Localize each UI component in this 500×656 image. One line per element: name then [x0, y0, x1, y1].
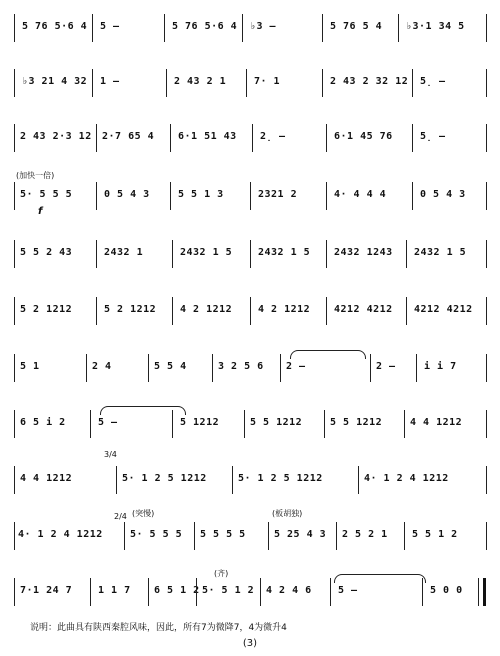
barline	[96, 124, 97, 152]
barline	[326, 297, 327, 325]
score-line	[0, 408, 500, 448]
barline	[90, 578, 91, 606]
barline	[96, 182, 97, 210]
barline	[96, 297, 97, 325]
measure: 5· 5 5 5	[20, 189, 73, 200]
measure: 5 76 5·6 4	[172, 21, 238, 32]
score-line	[0, 180, 500, 220]
measure: 5 5 2 43	[20, 247, 73, 258]
measure: 5 76 5 4	[330, 21, 383, 32]
measure: 5· 5 5 5	[130, 529, 183, 540]
measure: 6·1 45 76	[334, 131, 393, 142]
measure: 2̣ –	[260, 131, 286, 142]
barline	[232, 466, 233, 494]
measure: 5 1	[20, 361, 40, 372]
barline	[422, 578, 423, 606]
measure: 4· 1 2 4 1212	[18, 529, 103, 540]
time-signature: 2/4	[114, 512, 127, 521]
measure: 5 5 1212	[330, 417, 383, 428]
measure: 5 –	[100, 21, 120, 32]
measure: 4212 4212	[334, 304, 393, 315]
barline	[92, 69, 93, 97]
forte-mark: f	[38, 206, 43, 217]
tie-arc	[334, 574, 426, 583]
measure: 5̣ –	[420, 131, 446, 142]
measure: 5 2 1212	[20, 304, 73, 315]
instrument-annotation: (板胡独)	[272, 509, 303, 518]
measure: 7· 1	[254, 76, 281, 87]
barline	[148, 354, 149, 382]
barline	[324, 410, 325, 438]
barline	[250, 182, 251, 210]
barline	[486, 182, 487, 210]
barline	[486, 240, 487, 268]
measure: 2 5 2 1	[342, 529, 388, 540]
barline	[244, 410, 245, 438]
barline	[90, 410, 91, 438]
barline	[14, 466, 15, 494]
measure: 0 5 4 3	[420, 189, 466, 200]
barline	[358, 466, 359, 494]
measure: 2 43 2 32 12	[330, 76, 409, 87]
measure: 2 4	[92, 361, 112, 372]
measure: 5 25 4 3	[274, 529, 327, 540]
measure: ♭3·1 34 5	[406, 21, 465, 32]
tie-arc	[100, 406, 186, 415]
measure: 3 2 5 6	[218, 361, 264, 372]
time-signature: 3/4	[104, 450, 117, 459]
barline	[406, 240, 407, 268]
measure: 4 2 4 6	[266, 585, 312, 596]
barline	[14, 578, 15, 606]
barline	[172, 297, 173, 325]
barline	[242, 14, 243, 42]
barline	[406, 297, 407, 325]
measure: 4 4 1212	[20, 473, 73, 484]
measure: 5· 1 2 5 1212	[238, 473, 323, 484]
tempo-annotation: (加快一倍)	[16, 171, 55, 180]
measure: 4· 1 2 4 1212	[364, 473, 449, 484]
barline	[268, 522, 269, 550]
barline	[412, 69, 413, 97]
barline	[486, 14, 487, 42]
measure: 4 2 1212	[258, 304, 311, 315]
barline	[336, 522, 337, 550]
barline	[14, 124, 15, 152]
barline	[170, 124, 171, 152]
barline	[486, 124, 487, 152]
barline	[486, 69, 487, 97]
measure: 1 –	[100, 76, 120, 87]
measure: 5 5 1 3	[178, 189, 224, 200]
barline	[86, 354, 87, 382]
final-barline-thick	[483, 578, 486, 606]
measure: i i 7	[424, 361, 457, 372]
barline	[252, 124, 253, 152]
barline	[280, 354, 281, 382]
score-line	[0, 122, 500, 162]
measure: 2321 2	[258, 189, 298, 200]
barline	[14, 240, 15, 268]
barline	[486, 354, 487, 382]
barline	[330, 578, 331, 606]
barline	[148, 578, 149, 606]
measure: ♭3 21 4 32	[22, 76, 88, 87]
measure: 6 5 1 2	[154, 585, 200, 596]
measure: 5 1212	[180, 417, 220, 428]
barline	[92, 14, 93, 42]
barline	[14, 354, 15, 382]
barline	[404, 522, 405, 550]
measure: 6 5 i 2	[20, 417, 66, 428]
measure: 5 5 1 2	[412, 529, 458, 540]
measure: 4 4 1212	[410, 417, 463, 428]
score-line	[0, 464, 500, 504]
barline	[194, 522, 195, 550]
barline	[326, 240, 327, 268]
measure: 5 0 0	[430, 585, 463, 596]
measure: 5· 5 1 2	[202, 585, 255, 596]
barline	[116, 466, 117, 494]
measure: ♭3 –	[250, 21, 277, 32]
barline	[326, 124, 327, 152]
barline	[166, 69, 167, 97]
measure: 5 5 5 5	[200, 529, 246, 540]
measure: 5 –	[338, 585, 358, 596]
measure: 4 2 1212	[180, 304, 233, 315]
barline	[14, 297, 15, 325]
barline	[412, 124, 413, 152]
barline	[486, 522, 487, 550]
barline	[14, 14, 15, 42]
score-line	[0, 352, 500, 392]
barline	[164, 14, 165, 42]
barline	[14, 69, 15, 97]
barline	[14, 182, 15, 210]
measure: 2432 1 5	[180, 247, 233, 258]
page-number: (3)	[242, 638, 258, 649]
barline	[196, 578, 197, 606]
measure: 2 –	[376, 361, 396, 372]
barline	[246, 69, 247, 97]
barline	[416, 354, 417, 382]
barline	[412, 182, 413, 210]
tempo-annotation: (突慢)	[132, 509, 155, 518]
measure: 2 43 2·3 12	[20, 131, 92, 142]
barline	[326, 182, 327, 210]
barline	[14, 410, 15, 438]
measure: 2 43 2 1	[174, 76, 227, 87]
barline	[124, 522, 125, 550]
measure: 5̣ –	[420, 76, 446, 87]
barline	[170, 182, 171, 210]
measure: 5 2 1212	[104, 304, 157, 315]
measure: 5· 1 2 5 1212	[122, 473, 207, 484]
barline	[250, 240, 251, 268]
barline	[398, 14, 399, 42]
measure: 4212 4212	[414, 304, 473, 315]
barline	[322, 14, 323, 42]
barline	[96, 240, 97, 268]
score-line	[0, 520, 500, 560]
measure: 5 5 1212	[250, 417, 303, 428]
measure: 2432 1 5	[258, 247, 311, 258]
measure: 5 –	[98, 417, 118, 428]
footnote: 说明：此曲具有陕西秦腔风味，因此，所有7为微降7，4为微升4	[30, 623, 287, 633]
barline	[212, 354, 213, 382]
score-line	[0, 238, 500, 278]
measure: 5 5 4	[154, 361, 187, 372]
measure: 2 –	[286, 361, 306, 372]
measure: 7·1 24 7	[20, 585, 73, 596]
barline	[370, 354, 371, 382]
barline	[172, 410, 173, 438]
measure: 4· 4 4 4	[334, 189, 387, 200]
barline	[322, 69, 323, 97]
measure: 2432 1243	[334, 247, 393, 258]
measure: 6·1 51 43	[178, 131, 237, 142]
measure: 1 1 7	[98, 585, 131, 596]
instrument-annotation: (齐)	[214, 569, 229, 578]
score-line	[0, 576, 500, 616]
barline	[250, 297, 251, 325]
barline	[172, 240, 173, 268]
measure: 5 76 5·6 4	[22, 21, 88, 32]
score-line	[0, 12, 500, 52]
barline	[404, 410, 405, 438]
barline	[260, 578, 261, 606]
measure: 0 5 4 3	[104, 189, 150, 200]
measure: 2432 1 5	[414, 247, 467, 258]
score-line	[0, 295, 500, 335]
barline	[486, 410, 487, 438]
barline	[486, 466, 487, 494]
barline	[14, 522, 15, 550]
measure: 2·7 65 4	[102, 131, 155, 142]
final-barline	[478, 578, 479, 606]
score-line	[0, 67, 500, 107]
barline	[486, 297, 487, 325]
tie-arc	[290, 350, 366, 359]
measure: 2432 1	[104, 247, 144, 258]
